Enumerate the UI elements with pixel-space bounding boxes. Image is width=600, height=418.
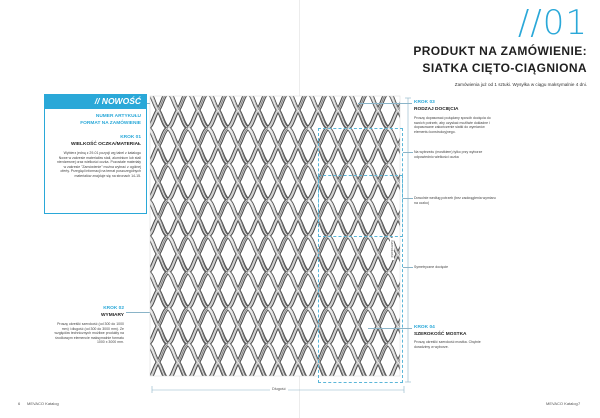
article-label-line2: FORMAT NA ZAMÓWIENIE: [80, 121, 141, 126]
cut-note-free: Dowolnie według potrzeb (bez zaokrąglenia wymiaru na oczko): [414, 196, 496, 205]
step4-text: Proszę określić szerokość mostka. Chętnie doradzimy w wyborze.: [414, 340, 481, 349]
step2-title: WYMIARY: [100, 313, 124, 318]
leader-line-note2: [403, 198, 413, 199]
step1-text: Wybierz jedną z 29-01 pozycji wg tabel z katalogu Nowe w zakresie materiałów stali, aluminium lub stali nierdzewnej oraz wielkości oczka. Pozostałe materiały w zakresie "Zamówienie" można wybrać z ogólnej oferty. Przegląd informacji na temat poszczególnych materiałów znajduje się na stronach 14-15.: [56, 151, 141, 178]
leader-line-step3: [358, 103, 412, 104]
step3-label: KROK 03: [414, 100, 435, 105]
step3-text: Proszę dopasować pożądany sposób docięcia do swoich potrzeb, aby uzyskać możliwie dokładne i dopasowane zakończenie siatki do wymiarów elementu konstrukcyjnego.: [414, 116, 491, 134]
leader-line-note1: [403, 152, 413, 153]
page-title-line2: SIATKA CIĘTO-CIĄGNIONA: [422, 61, 587, 75]
left-footer-brand: MEVACO Katalog: [27, 401, 59, 406]
step4-label: KROK 04: [414, 325, 435, 330]
leader-line-note3: [403, 267, 413, 268]
left-page-number: 6: [18, 401, 21, 406]
right-page-number: 7: [578, 401, 581, 406]
bridge-area-highlight: [318, 175, 403, 237]
step4-title: SZEROKOŚĆ MOSTKA: [414, 332, 467, 337]
cut-note-symmetric: Symetryczne docięcie: [414, 265, 449, 269]
step2-label: KROK 02: [103, 306, 124, 311]
page-subtitle: Zamówienia już od 1 sztuki. Wysyłka w ciągu maksymalnie 4 dni.: [454, 82, 587, 87]
step3-title: RODZAJ DOCIĘCIA: [414, 107, 459, 112]
step1-label: KROK 01: [120, 135, 141, 140]
leader-line-step4: [368, 328, 412, 329]
article-label-line1: NUMER ARTYKUŁU: [95, 114, 141, 119]
step2-text: Proszę określić szerokość (od 300 do 1000 mm) i długość (od 300 do 3000 mm). Ze względów technicznych możliwe produkty na środkowym elemencie maksymalnie formatu 1000 x 3000 mm.: [54, 322, 124, 345]
right-footer-brand: MEVACO Katalog: [546, 401, 578, 406]
page-title-line1: PRODUKT NA ZAMÓWIENIE:: [413, 44, 587, 58]
height-dimension-line: [404, 96, 412, 386]
width-dimension-label: Długość: [272, 387, 286, 391]
cut-note-bridge: Na wybrzeżu (mostkiem) tylko przy wyborze odpowiednio wielkości oczka: [414, 150, 483, 159]
leader-line-step2: [126, 312, 150, 313]
height-dimension-label: Szerokość: [390, 240, 394, 258]
new-badge: // NOWOŚĆ: [44, 94, 147, 109]
step1-title: WIELKOŚĆ OCZKA/MATERIAŁ: [71, 142, 141, 147]
section-number: //01: [517, 3, 588, 43]
